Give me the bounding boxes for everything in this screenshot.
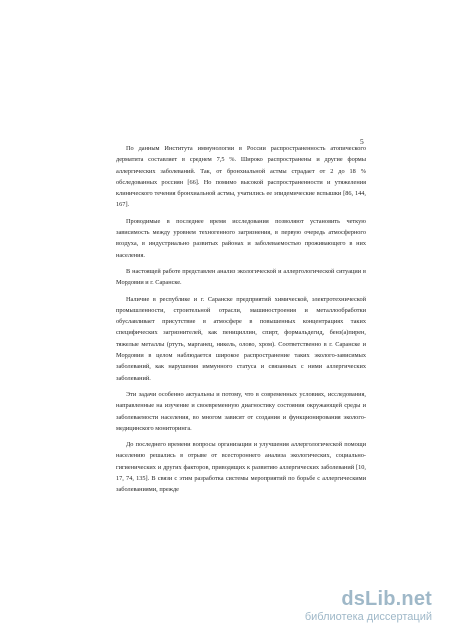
paragraph-1: По данным Института иммунологии в России распространенность атопического дерматита составляет в среднем 7,5 %. Широко распространены и другие формы аллергических заболеваний. Так, от бронхиальной астмы страдает от 2 до 18 % обследованных россиян [66]. Но помимо высокой распространенности и утяжеления клинического течения бронхиальной астмы, учатились ее эпидемические вспышки [86, 144, 167]. — [116, 145, 366, 209]
paragraph-5: Эти задачи особенно актуальны и потому, что в современных условиях, исследования, направленные на изучение и своевременную диагностику состояния окружающей среды и заболеваемости населения, во многом зависят от создания и функционирования эколого-медицинского мониторинга. — [116, 390, 366, 432]
paragraph-4: Наличие в республике и г. Саранске предприятий химической, электротехнической промышленности, строительной отрасли, машиностроения и металлообработки обуславливает присутствие в атмосфере в повышенных концентрациях таких специфических загрязнителей, как пенициллин, спирт, формальдегид, бенз(а)пирен, тяжелые металлы (ртуть, марганец, никель, олово, хром). Соответственно в г. Саранске и Мордовии в целом наблюдается широкое распространение таких эколого-зависимых заболеваний, как нарушения иммунного статуса и связанных с ними аллергических заболеваний. — [116, 295, 366, 382]
site-watermark — [305, 588, 432, 624]
watermark-brand: dsLib.net — [341, 588, 432, 610]
paragraph-2: Проводимые в последнее время исследования позволяют установить четкую зависимость между уровнем техногенного загрязнения, в первую очередь атмосферного воздуха, в индустриально развитых районах и заболеваемостью проживающего в них населения. — [116, 217, 366, 259]
paragraph-6: До последнего времени вопросы организации и улучшения аллергологической помощи населению решались в отрыве от всестороннего анализа экологических, социально-гигиенических и других факторов, приводящих к развитию аллергических заболеваний [10, 17, 74, 135]. В связи с этим разработка системы мероприятий по борьбе с аллергическими заболеваниями, прежде — [116, 441, 366, 494]
body-text — [116, 143, 366, 501]
page-number: 5 — [360, 137, 364, 146]
paragraph-3: В настоящей работе представлен анализ экологической и аллергологической ситуации в Мордовии и г. Саранске. — [116, 267, 366, 287]
watermark-subtitle: библиотека диссертаций — [304, 611, 432, 623]
